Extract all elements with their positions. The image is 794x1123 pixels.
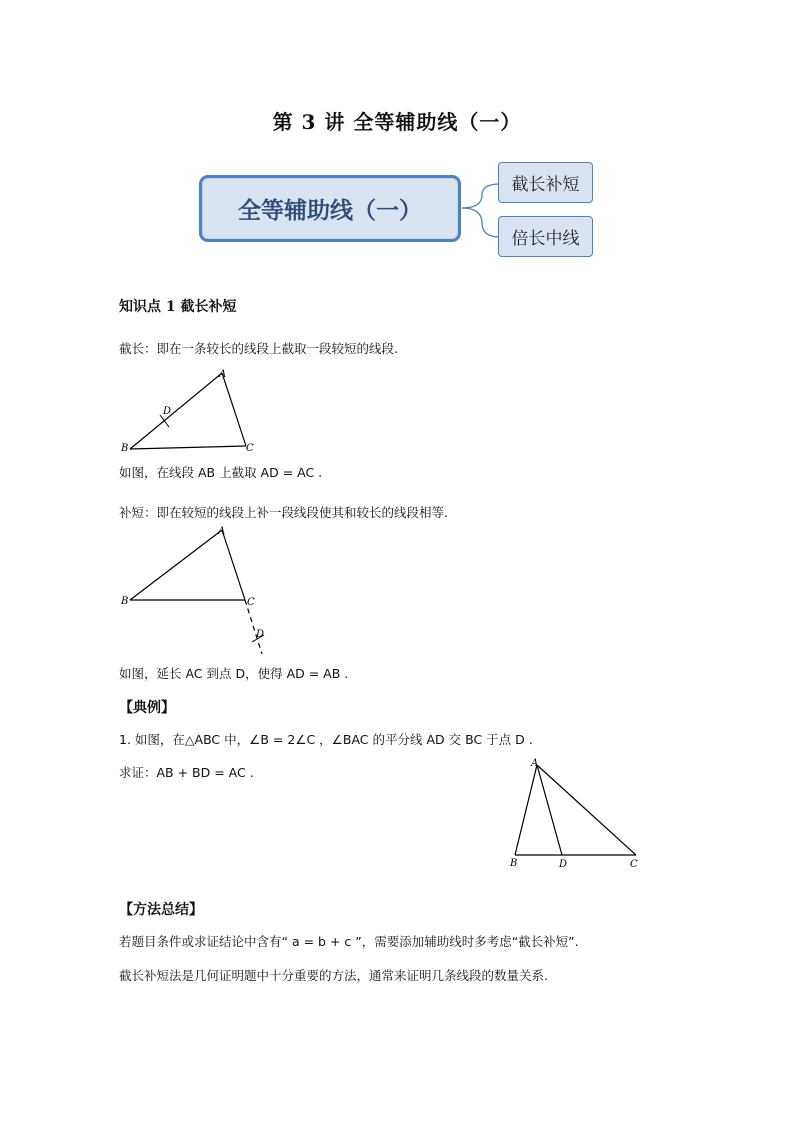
figure2-caption: 如图，延长 AC 到点 D，使得 AD = AB . bbox=[119, 666, 349, 681]
figure-jiechang-triangle bbox=[118, 364, 263, 459]
page-title: 第 3 讲 全等辅助线（一） bbox=[272, 110, 522, 134]
example-prove-statement: 求证：AB + BD = AC . bbox=[119, 765, 254, 780]
summary-heading: 【方法总结】 bbox=[119, 902, 203, 918]
summary-line-1: 若题目条件或求证结论中含有“ a = b + c ”，需要添加辅助线时多考虑“截长补短”. bbox=[119, 934, 579, 949]
fig1-label-d: D bbox=[163, 406, 172, 417]
fig3-label-b: B bbox=[510, 858, 518, 869]
example-heading: 【典例】 bbox=[119, 700, 175, 716]
example-problem: 1. 如图，在△ABC 中，∠B = 2∠C ，∠BAC 的平分线 AD 交 BC 于点 D . bbox=[119, 732, 533, 747]
fig1-label-c: C bbox=[246, 443, 254, 454]
fig3-label-d: D bbox=[559, 859, 568, 870]
section-heading: 知识点 1 截长补短 bbox=[119, 299, 237, 315]
fig2-label-c: C bbox=[247, 597, 255, 608]
fig3-label-c: C bbox=[630, 859, 638, 870]
figure-buduan-triangle bbox=[118, 522, 278, 662]
fig3-label-a: A bbox=[531, 758, 539, 769]
jiechang-definition: 截长：即在一条较长的线段上截取一段较短的线段. bbox=[119, 341, 398, 356]
fig2-label-d: D bbox=[256, 629, 265, 640]
figure-example-triangle bbox=[505, 755, 645, 875]
mindmap-center-node: 全等辅助线（一） bbox=[199, 175, 461, 242]
mindmap-branch-beichang: 倍长中线 bbox=[498, 216, 593, 257]
mindmap-branch-jiechang: 截长补短 bbox=[498, 162, 593, 203]
summary-line-2: 截长补短法是几何证明题中十分重要的方法，通常来证明几条线段的数量关系. bbox=[119, 968, 548, 983]
fig2-label-b: B bbox=[121, 596, 129, 607]
fig1-label-b: B bbox=[121, 443, 129, 454]
buduan-definition: 补短：即在较短的线段上补一段线段使其和较长的线段相等. bbox=[119, 505, 448, 520]
figure1-caption: 如图，在线段 AB 上截取 AD = AC . bbox=[119, 465, 323, 480]
fig1-label-a: A bbox=[219, 369, 227, 380]
fig2-label-a: A bbox=[218, 526, 226, 537]
